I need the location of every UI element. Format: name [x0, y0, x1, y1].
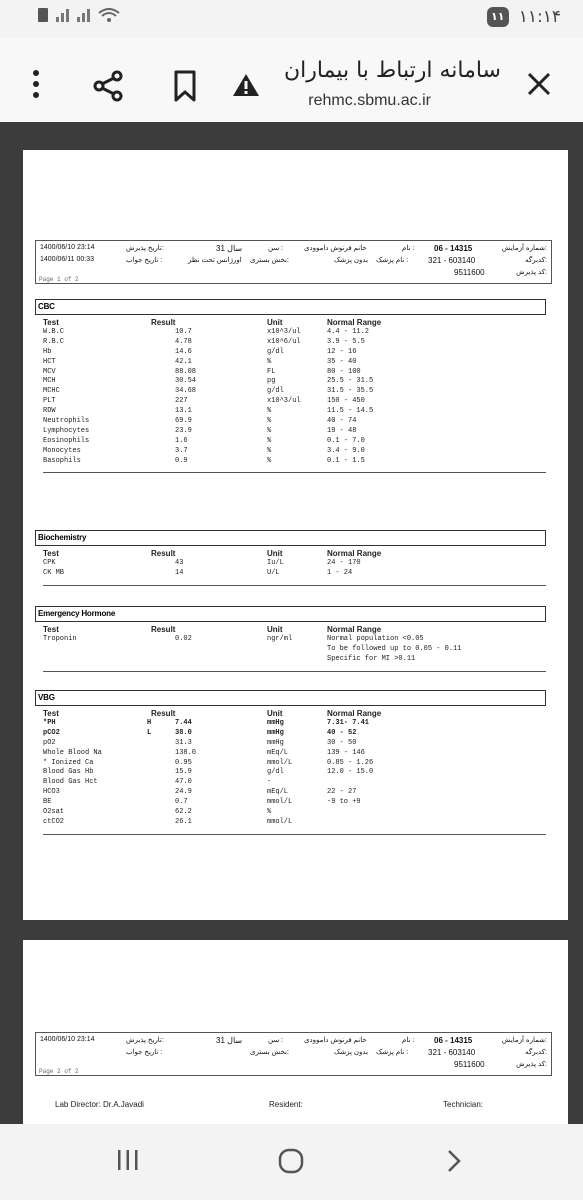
page-url[interactable]: rehmc.sbmu.ac.ir	[308, 92, 431, 109]
test-result: 69.9	[175, 417, 192, 426]
share-icon[interactable]	[90, 68, 126, 104]
table-row	[35, 778, 546, 788]
pdf-page-2: شماره آزمایش: 06 - 14315 نام : خانم فرنوش داموودی سن : 31 سال تاریخ پذیرش: 1400/06/10 23:14 کدبرگه: 321 - 603140 نام پزشک : بدون پزشک بخش بستری: تاریخ جواب : کد پذیرش: 9511600 Page 2 of 2 Lab Director: Dr.A.Javadi Resident: Technician:	[23, 940, 568, 1124]
table-row	[35, 358, 546, 368]
test-unit: x10^3/ul	[267, 397, 301, 406]
test-unit: %	[267, 426, 272, 435]
result-flag: L	[147, 728, 152, 737]
normal-range: 150 - 450	[327, 397, 365, 406]
table-row	[35, 788, 546, 798]
test-unit: pg	[267, 377, 276, 386]
test-name: BE	[43, 798, 52, 807]
table-row	[35, 749, 546, 759]
normal-range: 12 - 16	[327, 347, 357, 356]
test-name: CK MB	[43, 568, 65, 577]
test-unit: U/L	[267, 568, 280, 577]
test-name: Hb	[43, 347, 52, 356]
test-name: Whole Blood Na	[43, 748, 102, 757]
normal-range: 40 - 52	[327, 728, 357, 737]
test-unit: g/dl	[267, 347, 284, 356]
test-result: 1.6	[175, 436, 188, 445]
test-result: 43	[175, 559, 184, 567]
test-unit: %	[267, 357, 272, 366]
test-result: 15.9	[175, 768, 192, 777]
normal-range: 30 - 50	[327, 738, 357, 747]
test-unit: %	[267, 436, 272, 445]
warning-icon[interactable]	[232, 72, 260, 98]
pdf-viewer[interactable]	[0, 122, 583, 1124]
pdf-page-1: شماره آزمایش: 06 - 14315 نام : خانم فرنوش داموودی سن : 31 سال تاریخ پذیرش: 1400/06/10 23:14 کدبرگه: 321 - 603140 نام پزشک : بدون پزشک بخش بستری: اورژانس تحت نظر تاریخ جواب : 1400/06/11 00:33 کد پذیرش: 9511600 Page 1 of 2 CBC Test Result Unit Normal Range W.B.C 10.7 x10^3/ul 4.4 - 11.2 R.B.C 4.78 x10^6/ul 3.9 - 5.5 Hb 14.6 g/dl 12 - 16 HCT 42.1 % 35 - 40 MCV 88.08 FL 80 - 100 MCH 30.54 pg 25.5 - 31.5 MCHC 34.68 g/dl 31.5 - 35.5 PLT 227 x10^3/ul 150 - 450 RDW 13.1 % 11.5 - 14.5 Neutrophils 69.9 % 40 - 74 Lymphocytes 23.9 % 19 - 48 Eosinophils 1.6 % 0.1 - 7.0 Monocytes 3.7 % 3.4 - 9.0 Basophils 0.9 % 0.1 - 1.5 Biochemistry Test Result Unit Normal Range CPK 43 Iu/L 24 - 170 CK MB 14 U/L 1 - 24 Emergency Hormone Test Result Unit Normal Range Troponin 0.02 ngr/ml Normal population <0.05 To be followed up to 0.05 - 0.11 Specific for MI >0.11 VBG Test Result Unit Normal Range *PH H 7.44 mmHg 7.31- 7.41 pCO2 L 38.0 mmHg 40 - 52 pO2 31.3 mmHg 30 - 50 Whole Blood Na 138.0 mEq/L 139 - 146 * Ionized Ca 0.95 mmol/L 0.85 - 1.26 Blood Gas Hb 15.9 g/dl 12.0 - 15.0 Blood Gas Hct 47.0 - HCO3 24.9 mEq/L 22 - 27 BE 0.7 mmol/L -9 to +9 O2sat 62.2 % ctCO2 26.1 mmol/L	[23, 150, 568, 920]
test-name: O2sat	[43, 808, 65, 817]
test-result: 31.3	[175, 738, 192, 747]
signal-icon	[77, 9, 90, 22]
table-row	[35, 447, 546, 457]
test-name: RDW	[43, 407, 56, 416]
test-name: MCH	[43, 377, 56, 386]
test-unit: -	[267, 778, 272, 787]
table-row	[35, 407, 546, 417]
test-result: 24.9	[175, 788, 192, 797]
battery-icon	[38, 8, 48, 22]
test-name: W.B.C	[43, 328, 65, 336]
normal-range: 7.31- 7.41	[327, 719, 370, 727]
test-unit: x10^6/ul	[267, 337, 301, 346]
table-row	[35, 635, 546, 645]
test-unit: g/dl	[267, 387, 284, 396]
normal-range: To be followed up to 0.05 - 0.11	[327, 644, 462, 653]
normal-range: 0.1 - 7.0	[327, 436, 365, 445]
test-result: 138.0	[175, 748, 197, 757]
test-result: 14	[175, 568, 184, 577]
test-unit: x10^3/ul	[267, 328, 301, 336]
test-name: * Ionized Ca	[43, 758, 94, 767]
close-icon[interactable]	[523, 68, 555, 100]
normal-range: 22 - 27	[327, 788, 357, 797]
table-row	[35, 387, 546, 397]
section-title: Biochemistry	[35, 530, 546, 546]
table-row	[35, 655, 546, 665]
test-unit: mmHg	[267, 728, 284, 737]
section-title: CBC	[35, 299, 546, 315]
normal-range: -9 to +9	[327, 798, 361, 807]
signal-icon	[56, 9, 69, 22]
normal-range: 139 - 146	[327, 748, 365, 757]
test-unit: %	[267, 456, 272, 465]
test-unit: mEq/L	[267, 788, 289, 797]
normal-range: 0.1 - 1.5	[327, 456, 365, 465]
table-row	[35, 798, 546, 808]
test-name: Lymphocytes	[43, 426, 90, 435]
test-unit: g/dl	[267, 768, 284, 777]
test-name: *PH	[43, 719, 56, 727]
test-name: ctCO2	[43, 817, 65, 826]
section-emergency-hormone: Emergency Hormone Test Result Unit Normal Range Troponin 0.02 ngr/ml Normal population <0.05 To be followed up to 0.05 - 0.11 Specific for MI >0.11	[35, 606, 546, 672]
normal-range: 1 - 24	[327, 568, 353, 577]
test-result: 14.6	[175, 347, 192, 356]
browser-toolbar	[0, 38, 583, 134]
normal-range: Normal population <0.05	[327, 635, 424, 643]
normal-range: 80 - 100	[327, 367, 361, 376]
test-result: 227	[175, 397, 188, 406]
test-name: MCV	[43, 367, 56, 376]
test-unit: mmol/L	[267, 817, 293, 826]
test-name: Eosinophils	[43, 436, 90, 445]
table-row	[35, 377, 546, 387]
back-icon[interactable]	[444, 1148, 464, 1174]
test-result: 34.68	[175, 387, 197, 396]
table-row	[35, 645, 546, 655]
normal-range: 25.5 - 31.5	[327, 377, 374, 386]
test-unit: mmHg	[267, 719, 284, 727]
report-header: شماره آزمایش: 06 - 14315 نام : خانم فرنوش داموودی سن : 31 سال تاریخ پذیرش: 1400/06/10 23:14 کدبرگه: 321 - 603140 نام پزشک : بدون پزشک بخش بستری: تاریخ جواب : کد پذیرش: 9511600	[35, 1032, 552, 1076]
result-flag: H	[147, 719, 152, 727]
status-bar	[0, 0, 583, 38]
table-row	[35, 739, 546, 749]
normal-range: 19 - 48	[327, 426, 357, 435]
test-result: 0.95	[175, 758, 192, 767]
bookmark-icon[interactable]	[172, 68, 198, 104]
test-name: Blood Gas Hb	[43, 768, 94, 777]
test-result: 10.7	[175, 328, 192, 336]
table-row	[35, 427, 546, 437]
test-unit: mmol/L	[267, 758, 293, 767]
section-cbc: CBC Test Result Unit Normal Range W.B.C 10.7 x10^3/ul 4.4 - 11.2 R.B.C 4.78 x10^6/ul 3.9 - 5.5 Hb 14.6 g/dl 12 - 16 HCT 42.1 % 35 - 40 MCV 88.08 FL 80 - 100 MCH 30.54 pg 25.5 - 31.5 MCHC 34.68 g/dl 31.5 - 35.5 PLT 227 x10^3/ul 150 - 450 RDW 13.1 % 11.5 - 14.5 Neutrophils 69.9 % 40 - 74 Lymphocytes 23.9 % 19 - 48 Eosinophils 1.6 % 0.1 - 7.0 Monocytes 3.7 % 3.4 - 9.0 Basophils 0.9 % 0.1 - 1.5	[35, 299, 546, 473]
table-row	[35, 328, 546, 338]
clock: ۱۱:۱۴	[518, 7, 561, 27]
test-result: 42.1	[175, 357, 192, 366]
table-row	[35, 719, 546, 729]
section-vbg: VBG Test Result Unit Normal Range *PH H 7.44 mmHg 7.31- 7.41 pCO2 L 38.0 mmHg 40 - 52 pO2 31.3 mmHg 30 - 50 Whole Blood Na 138.0 mEq/L 139 - 146 * Ionized Ca 0.95 mmol/L 0.85 - 1.26 Blood Gas Hb 15.9 g/dl 12.0 - 15.0 Blood Gas Hct 47.0 - HCO3 24.9 mEq/L 22 - 27 BE 0.7 mmol/L -9 to +9 O2sat 62.2 % ctCO2 26.1 mmol/L	[35, 690, 546, 835]
more-menu-icon[interactable]	[30, 70, 42, 100]
table-row	[35, 338, 546, 348]
test-unit: mmHg	[267, 738, 284, 747]
test-result: 0.7	[175, 798, 188, 807]
test-result: 13.1	[175, 407, 192, 416]
test-unit: %	[267, 446, 272, 455]
home-icon[interactable]	[278, 1148, 304, 1174]
table-row	[35, 569, 546, 579]
test-result: 7.44	[175, 719, 192, 727]
table-row	[35, 808, 546, 818]
test-unit: ngr/ml	[267, 635, 293, 643]
test-unit: mmol/L	[267, 798, 293, 807]
normal-range: 4.4 - 11.2	[327, 328, 370, 336]
test-name: Monocytes	[43, 446, 81, 455]
table-row	[35, 437, 546, 447]
recent-apps-icon[interactable]	[116, 1148, 140, 1172]
test-name: CPK	[43, 559, 56, 567]
notification-badge: ۱۱	[487, 7, 509, 27]
test-unit: FL	[267, 367, 276, 376]
test-result: 26.1	[175, 817, 192, 826]
section-title: Emergency Hormone	[35, 606, 546, 622]
test-name: R.B.C	[43, 337, 65, 346]
normal-range: 40 - 74	[327, 417, 357, 426]
table-row	[35, 729, 546, 739]
wifi-icon	[98, 8, 120, 22]
test-unit: %	[267, 407, 272, 416]
table-row	[35, 818, 546, 828]
test-result: 23.9	[175, 426, 192, 435]
test-unit: mEq/L	[267, 748, 289, 757]
page-title: سامانه ارتباط با بیماران	[284, 58, 501, 83]
table-row	[35, 397, 546, 407]
report-header: شماره آزمایش: 06 - 14315 نام : خانم فرنوش داموودی سن : 31 سال تاریخ پذیرش: 1400/06/10 23:14 کدبرگه: 321 - 603140 نام پزشک : بدون پزشک بخش بستری: اورژانس تحت نظر تاریخ جواب : 1400/06/11 00:33 کد پذیرش: 9511600	[35, 240, 552, 284]
normal-range: 11.5 - 14.5	[327, 407, 374, 416]
normal-range: 3.4 - 9.0	[327, 446, 365, 455]
normal-range: 3.9 - 5.5	[327, 337, 365, 346]
table-row	[35, 457, 546, 467]
test-name: MCHC	[43, 387, 60, 396]
table-row	[35, 759, 546, 769]
test-result: 62.2	[175, 808, 192, 817]
test-name: pO2	[43, 738, 56, 747]
system-nav-bar	[0, 1124, 583, 1200]
test-unit: %	[267, 808, 272, 817]
table-row	[35, 348, 546, 358]
normal-range: 0.85 - 1.26	[327, 758, 374, 767]
section-title: VBG	[35, 690, 546, 706]
table-row	[35, 417, 546, 427]
test-result: 38.0	[175, 728, 192, 737]
table-row	[35, 768, 546, 778]
normal-range: Specific for MI >0.11	[327, 654, 416, 663]
test-name: HCT	[43, 357, 56, 366]
table-row	[35, 559, 546, 569]
test-name: Neutrophils	[43, 417, 90, 426]
test-result: 3.7	[175, 446, 188, 455]
test-result: 47.0	[175, 778, 192, 787]
normal-range: 24 - 170	[327, 559, 361, 567]
test-result: 88.08	[175, 367, 197, 376]
normal-range: 35 - 40	[327, 357, 357, 366]
test-name: HCO3	[43, 788, 60, 797]
table-row	[35, 368, 546, 378]
test-name: PLT	[43, 397, 56, 406]
test-name: Blood Gas Hct	[43, 778, 98, 787]
test-result: 0.9	[175, 456, 188, 465]
normal-range: 31.5 - 35.5	[327, 387, 374, 396]
normal-range: 12.0 - 15.0	[327, 768, 374, 777]
test-name: Basophils	[43, 456, 81, 465]
test-result: 4.78	[175, 337, 192, 346]
test-name: pCO2	[43, 728, 60, 737]
test-result: 0.02	[175, 635, 192, 643]
test-name: Troponin	[43, 635, 77, 643]
section-biochemistry: Biochemistry Test Result Unit Normal Range CPK 43 Iu/L 24 - 170 CK MB 14 U/L 1 - 24	[35, 530, 546, 586]
test-unit: %	[267, 417, 272, 426]
test-result: 30.54	[175, 377, 197, 386]
test-unit: Iu/L	[267, 559, 284, 567]
